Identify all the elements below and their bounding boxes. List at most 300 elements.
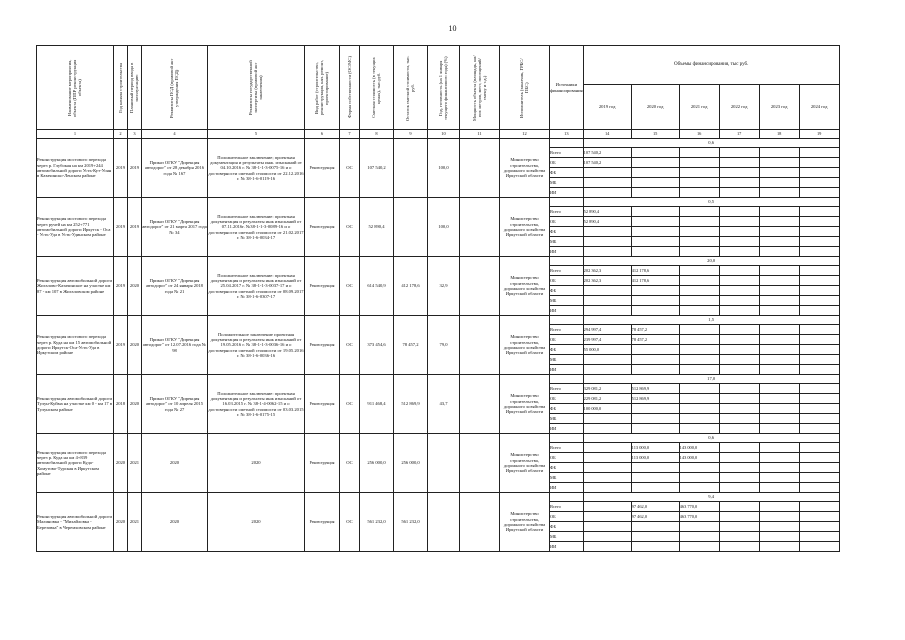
funding-value: [583, 473, 631, 483]
funding-value: [583, 424, 631, 434]
funding-value: [759, 276, 799, 286]
executor: Министерство строительства, дорожного хозяйства Иркутской области: [500, 375, 550, 434]
header-ownership: Форма собственности (ОС/МС): [340, 46, 360, 130]
cost-remainder: 512 869,9: [394, 375, 428, 434]
funding-value: 113 000,0: [631, 443, 679, 453]
object-capacity: 20,0: [583, 257, 839, 266]
table-row: [37, 375, 840, 384]
funding-source: ИИ: [550, 424, 584, 434]
table-row: [37, 493, 840, 502]
project-name: Реконструкция мостового перехода через ручей на км 252+771 автомобильной дороги Иркутск - Оса - Усть-Уда в Усть-Удинском районе: [37, 198, 114, 257]
capacity-value: [460, 493, 500, 552]
expertise-details: 2020: [208, 434, 305, 493]
funding-value: [631, 296, 679, 306]
funding-value: [631, 463, 679, 473]
work-type: Реконструкция: [305, 198, 340, 257]
funding-value: [679, 276, 719, 286]
expertise-details: Положительное заключение: проектная документация и результаты инж изысканий от 25.04.2017 г. № 38-1-1-3-0037-17 и о достоверности сметной стоимости от 08.09.2017 г. № 38-1-6-0307-17: [208, 257, 305, 316]
funding-source: ФБ: [550, 227, 584, 237]
psd-details: 2020: [142, 493, 208, 552]
work-type: Реконструкция: [305, 139, 340, 198]
funding-value: 229 081,2: [583, 394, 631, 404]
funding-source: ФБ: [550, 522, 584, 532]
funding-value: [719, 296, 759, 306]
funding-value: [719, 207, 759, 217]
funding-value: [719, 443, 759, 453]
funding-value: [799, 345, 839, 355]
funding-value: [759, 424, 799, 434]
funding-value: [631, 306, 679, 316]
header-psd: Реквизиты ПСД (правовой акт утверждения ПСД): [142, 46, 208, 130]
funding-value: [679, 365, 719, 375]
funding-value: [799, 522, 839, 532]
funding-value: [631, 345, 679, 355]
funding-value: [679, 325, 719, 335]
funding-value: [583, 542, 631, 552]
funding-source: ОБ: [550, 217, 584, 227]
funding-value: [719, 522, 759, 532]
table-row: [37, 257, 840, 266]
funding-source: ФБ: [550, 286, 584, 296]
executor: Министерство строительства, дорожного хозяйства Иркутской области: [500, 316, 550, 375]
column-number: 3: [128, 130, 142, 139]
funding-value: [719, 276, 759, 286]
funding-value: [583, 296, 631, 306]
source-blank: [550, 434, 584, 443]
funding-value: [759, 286, 799, 296]
funding-value: [679, 217, 719, 227]
funding-value: [583, 227, 631, 237]
year-2022: 2022 год: [719, 85, 759, 130]
funding-source: Всего: [550, 207, 584, 217]
funding-source: МБ: [550, 532, 584, 542]
funding-value: [679, 384, 719, 394]
end-year: 2020: [128, 257, 142, 316]
funding-value: [799, 502, 839, 512]
funding-value: 412 178,6: [631, 276, 679, 286]
funding-value: 512 869,9: [631, 384, 679, 394]
funding-value: [719, 335, 759, 345]
column-number: 1: [37, 130, 114, 139]
capacity-value: [460, 198, 500, 257]
column-number: 2: [114, 130, 128, 139]
cost-remainder: 78 457,2: [394, 316, 428, 375]
executor: Министерство строительства, дорожного хозяйства Иркутской области: [500, 493, 550, 552]
table-row: [37, 198, 840, 207]
estimated-cost: 561 232,0: [360, 493, 394, 552]
funding-value: [799, 404, 839, 414]
funding-value: [679, 227, 719, 237]
capacity-value: [460, 257, 500, 316]
psd-details: Приказ ОГКУ "Дирекция автодорог" от 10 апреля 2015 года № 27: [142, 375, 208, 434]
funding-value: [583, 483, 631, 493]
funding-source: ИИ: [550, 188, 584, 198]
year-2020: 2020 год: [631, 85, 679, 130]
funding-value: [583, 168, 631, 178]
funding-value: [679, 286, 719, 296]
funding-value: [719, 463, 759, 473]
table-body: [37, 139, 840, 552]
funding-value: 107 540,2: [583, 158, 631, 168]
column-number: 12: [500, 130, 550, 139]
executor: Министерство строительства, дорожного хозяйства Иркутской области: [500, 434, 550, 493]
table-row: [37, 139, 840, 148]
funding-source: МБ: [550, 414, 584, 424]
funding-value: [679, 542, 719, 552]
funding-source: ФБ: [550, 463, 584, 473]
end-year: 2020: [128, 375, 142, 434]
ownership: ОС: [340, 139, 360, 198]
object-capacity: 0,5: [583, 198, 839, 207]
funding-value: [679, 414, 719, 424]
funding-value: [719, 227, 759, 237]
funding-value: [759, 394, 799, 404]
funding-source: МБ: [550, 178, 584, 188]
funding-value: [759, 178, 799, 188]
expertise-details: Положительное заключение проектная документация и результаты инж изысканий от 19.05.2016 г. № 38-1-1-3-0036-16 и о достоверности сметной стоимости от 19.05.2016 г. № 38-1-6-0036-16: [208, 316, 305, 375]
funding-value: [799, 286, 839, 296]
psd-details: Приказ ОГКУ "Дирекция автодорог" от 12.07.2016 года № 98: [142, 316, 208, 375]
project-name: Реконструкция автомобильной дороги Тулун-Куйма на участке км 0 - км 17 в Тулунском районе: [37, 375, 114, 434]
funding-value: [719, 424, 759, 434]
start-year: 2019: [114, 139, 128, 198]
funding-value: [679, 207, 719, 217]
funding-value: [759, 345, 799, 355]
column-number: 16: [679, 130, 719, 139]
funding-value: [719, 384, 759, 394]
year-2021: 2021 год: [679, 85, 719, 130]
funding-value: [799, 276, 839, 286]
funding-value: [679, 424, 719, 434]
funding-source: Всего: [550, 384, 584, 394]
readiness: 43,7: [428, 375, 460, 434]
funding-value: [759, 335, 799, 345]
executor: Министерство строительства, дорожного хозяйства Иркутской области: [500, 198, 550, 257]
start-year: 2018: [114, 375, 128, 434]
work-type: Реконструкция: [305, 257, 340, 316]
funding-value: [719, 355, 759, 365]
year-2024: 2024 год: [799, 85, 839, 130]
end-year: 2020: [128, 316, 142, 375]
funding-value: 78 457,2: [631, 325, 679, 335]
capacity-value: [460, 434, 500, 493]
column-number: 5: [208, 130, 305, 139]
end-year: 2019: [128, 139, 142, 198]
page-number: 10: [448, 24, 457, 33]
funding-value: 113 000,0: [631, 453, 679, 463]
readiness: 100,0: [428, 198, 460, 257]
funding-value: [679, 532, 719, 542]
column-number: 17: [719, 130, 759, 139]
funding-value: [799, 512, 839, 522]
funding-value: [759, 237, 799, 247]
funding-source: ИИ: [550, 542, 584, 552]
executor: Министерство строительства, дорожного хозяйства Иркутской области: [500, 139, 550, 198]
psd-details: 2020: [142, 434, 208, 493]
funding-value: [759, 404, 799, 414]
funding-value: [679, 404, 719, 414]
funding-value: [679, 463, 719, 473]
funding-value: [799, 463, 839, 473]
funding-source: Всего: [550, 266, 584, 276]
funding-value: [759, 148, 799, 158]
end-year: 2019: [128, 198, 142, 257]
header-name: Наименование мероприятия, объекта (ППР реконструкция объекта): [37, 46, 114, 130]
funding-value: [759, 443, 799, 453]
funding-value: [799, 168, 839, 178]
funding-value: [583, 237, 631, 247]
funding-value: [799, 365, 839, 375]
funding-value: 55 000,0: [583, 345, 631, 355]
funding-value: [631, 158, 679, 168]
funding-value: [799, 483, 839, 493]
funding-value: 97 462,0: [631, 512, 679, 522]
header-estimated-cost: Сметная стоимость (в текущих ценах), тыс.руб.: [360, 46, 394, 130]
funding-value: [583, 532, 631, 542]
funding-value: 412 178,6: [631, 266, 679, 276]
funding-value: [799, 532, 839, 542]
funding-value: [759, 168, 799, 178]
funding-value: [759, 522, 799, 532]
header-start-year: Год начала строительства: [114, 46, 128, 130]
funding-value: [719, 247, 759, 257]
funding-value: [719, 168, 759, 178]
funding-value: [799, 355, 839, 365]
funding-source: ОБ: [550, 276, 584, 286]
funding-value: [799, 473, 839, 483]
funding-value: [631, 424, 679, 434]
funding-value: [583, 453, 631, 463]
funding-value: [679, 168, 719, 178]
funding-value: [719, 532, 759, 542]
funding-value: [719, 365, 759, 375]
funding-value: [719, 473, 759, 483]
funding-value: [759, 355, 799, 365]
funding-source: ОБ: [550, 394, 584, 404]
funding-value: [759, 473, 799, 483]
estimated-cost: 256 000,0: [360, 434, 394, 493]
funding-value: [631, 404, 679, 414]
funding-value: [679, 148, 719, 158]
funding-value: 143 000,0: [679, 443, 719, 453]
column-number: 13: [550, 130, 584, 139]
header-funding: Объемы финансирования, тыс руб.: [583, 46, 839, 85]
header-expertise: Реквизиты государственной экспертизы (правовой акт заключения): [208, 46, 305, 130]
funding-source: Всего: [550, 325, 584, 335]
header-work-type: Вид работ (строительство, реконструкция, кап. ремонт, проектирование): [305, 46, 340, 130]
psd-details: Приказ ОГКУ "Дирекция автодорог" от 28 декабря 2016 года № 167: [142, 139, 208, 198]
funding-source: ОБ: [550, 453, 584, 463]
column-number: 4: [142, 130, 208, 139]
funding-value: [631, 217, 679, 227]
funding-value: [631, 542, 679, 552]
work-type: Реконструкция: [305, 375, 340, 434]
funding-value: [631, 532, 679, 542]
funding-value: [631, 473, 679, 483]
funding-value: [719, 414, 759, 424]
funding-value: [759, 247, 799, 257]
funding-value: [799, 227, 839, 237]
funding-value: [719, 345, 759, 355]
ownership: ОС: [340, 316, 360, 375]
funding-value: [799, 178, 839, 188]
funding-value: [631, 168, 679, 178]
year-2023: 2023 год: [759, 85, 799, 130]
funding-value: [719, 158, 759, 168]
funding-value: [799, 335, 839, 345]
funding-value: [799, 394, 839, 404]
funding-value: [631, 414, 679, 424]
funding-value: [759, 483, 799, 493]
funding-value: [719, 394, 759, 404]
funding-value: [583, 365, 631, 375]
funding-source: МБ: [550, 355, 584, 365]
start-year: 2020: [114, 493, 128, 552]
funding-value: [799, 158, 839, 168]
funding-value: [799, 306, 839, 316]
table-row: [37, 316, 840, 325]
funding-value: [719, 306, 759, 316]
funding-source: ОБ: [550, 335, 584, 345]
funding-value: [719, 178, 759, 188]
funding-value: [799, 237, 839, 247]
funding-value: [679, 237, 719, 247]
funding-value: [679, 266, 719, 276]
expertise-details: 2020: [208, 493, 305, 552]
funding-value: [631, 247, 679, 257]
funding-value: [679, 522, 719, 532]
funding-source: ИИ: [550, 306, 584, 316]
funding-value: [799, 424, 839, 434]
funding-value: 97 462,0: [631, 502, 679, 512]
funding-value: [759, 217, 799, 227]
funding-source: ИИ: [550, 247, 584, 257]
project-name: Реконструкция мостового перехода через р. Куда на км 15 автомобильной дороги Иркутск-Оса-Усть-Уда в Иркутском районе: [37, 316, 114, 375]
cost-remainder: [394, 198, 428, 257]
funding-value: 329 081,2: [583, 384, 631, 394]
funding-value: [631, 365, 679, 375]
estimated-cost: 52 890,4: [360, 198, 394, 257]
funding-value: [719, 483, 759, 493]
funding-value: [759, 188, 799, 198]
funding-value: 202 362,3: [583, 266, 631, 276]
funding-value: [719, 286, 759, 296]
funding-value: [719, 148, 759, 158]
estimated-cost: 373 454,6: [360, 316, 394, 375]
funding-value: 239 997,4: [583, 335, 631, 345]
work-type: Реконструкция: [305, 316, 340, 375]
funding-value: [799, 443, 839, 453]
funding-value: [679, 483, 719, 493]
funding-value: [719, 266, 759, 276]
header-cost-remainder: Остаток сметной стоимости, тыс. руб.: [394, 46, 428, 130]
funding-value: [583, 512, 631, 522]
funding-value: 100 000,0: [583, 404, 631, 414]
object-capacity: 1,5: [583, 316, 839, 325]
funding-value: [679, 345, 719, 355]
funding-value: 52 890,4: [583, 207, 631, 217]
header-capacity: Мощность объекта (площадь, км/пог. метров, мест, посещений/смену и т.д.): [460, 46, 500, 130]
capacity-value: [460, 316, 500, 375]
funding-value: [759, 158, 799, 168]
funding-value: [719, 237, 759, 247]
funding-value: [679, 247, 719, 257]
funding-value: [719, 542, 759, 552]
end-year: 2021: [128, 434, 142, 493]
project-name: Реконструкция мостового перехода через р. Куда на км 4+839 автомобильной дороги Куда-Хомутово-Турская в Иркутском районе: [37, 434, 114, 493]
header-commission-period: Плановый период ввода в эксплуатацию: [128, 46, 142, 130]
column-number: 15: [631, 130, 679, 139]
funding-value: [759, 306, 799, 316]
funding-value: [799, 247, 839, 257]
capacity-value: [460, 375, 500, 434]
funding-value: [583, 306, 631, 316]
year-2019: 2019 год: [583, 85, 631, 130]
start-year: 2019: [114, 257, 128, 316]
funding-value: [759, 365, 799, 375]
cost-remainder: 561 232,0: [394, 493, 428, 552]
funding-value: [719, 453, 759, 463]
funding-value: [583, 355, 631, 365]
source-blank: [550, 139, 584, 148]
funding-value: 78 457,2: [631, 335, 679, 345]
funding-value: [799, 325, 839, 335]
start-year: 2019: [114, 316, 128, 375]
object-capacity: 17,0: [583, 375, 839, 384]
readiness: 100,0: [428, 139, 460, 198]
funding-value: 463 770,0: [679, 502, 719, 512]
ownership: ОС: [340, 375, 360, 434]
funding-value: [679, 188, 719, 198]
expertise-details: Положительное заключение: проектная документация и результаты инж изысканий от 16.03.2015 г. № 38-1-4-0062-15 и о достоверности сметной стоимости от 03.03.2015 г. № 38-1-6-0175-15: [208, 375, 305, 434]
funding-value: [631, 286, 679, 296]
funding-value: [631, 483, 679, 493]
project-name: Реконструкция автомобильной дороги Жигалово-Казачинское на участке км 87 - км 107 в Жигаловском районе: [37, 257, 114, 316]
funding-value: [679, 306, 719, 316]
funding-value: [631, 188, 679, 198]
funding-value: [583, 188, 631, 198]
expertise-details: Положительное заключение: проектная документация и результаты инж изысканий от 07.11.2016г. №38-1-1-3-0089-16 и о достоверности сметной стоимости от 21.02.2017 г. № 38-1-6-0034-17: [208, 198, 305, 257]
funding-value: [759, 502, 799, 512]
column-number: 7: [340, 130, 360, 139]
funding-value: [679, 355, 719, 365]
funding-value: [719, 502, 759, 512]
header-readiness: Год, готовность (на 1 января текущего финансового года) (%): [428, 46, 460, 130]
estimated-cost: 911 468,4: [360, 375, 394, 434]
funding-source: Всего: [550, 443, 584, 453]
funding-source: ОБ: [550, 512, 584, 522]
funding-value: [759, 384, 799, 394]
funding-value: [759, 463, 799, 473]
estimated-cost: 614 540,9: [360, 257, 394, 316]
column-number: 19: [799, 130, 839, 139]
funding-source: ФБ: [550, 168, 584, 178]
start-year: 2019: [114, 198, 128, 257]
funding-value: [583, 178, 631, 188]
funding-value: [583, 286, 631, 296]
funding-value: [759, 207, 799, 217]
investment-program-table: [36, 45, 840, 552]
funding-value: [583, 443, 631, 453]
cost-remainder: 256 000,0: [394, 434, 428, 493]
funding-source: ИИ: [550, 365, 584, 375]
funding-value: [631, 227, 679, 237]
funding-value: [799, 542, 839, 552]
funding-value: [719, 188, 759, 198]
column-number: 14: [583, 130, 631, 139]
funding-value: [583, 463, 631, 473]
funding-value: 202 362,3: [583, 276, 631, 286]
